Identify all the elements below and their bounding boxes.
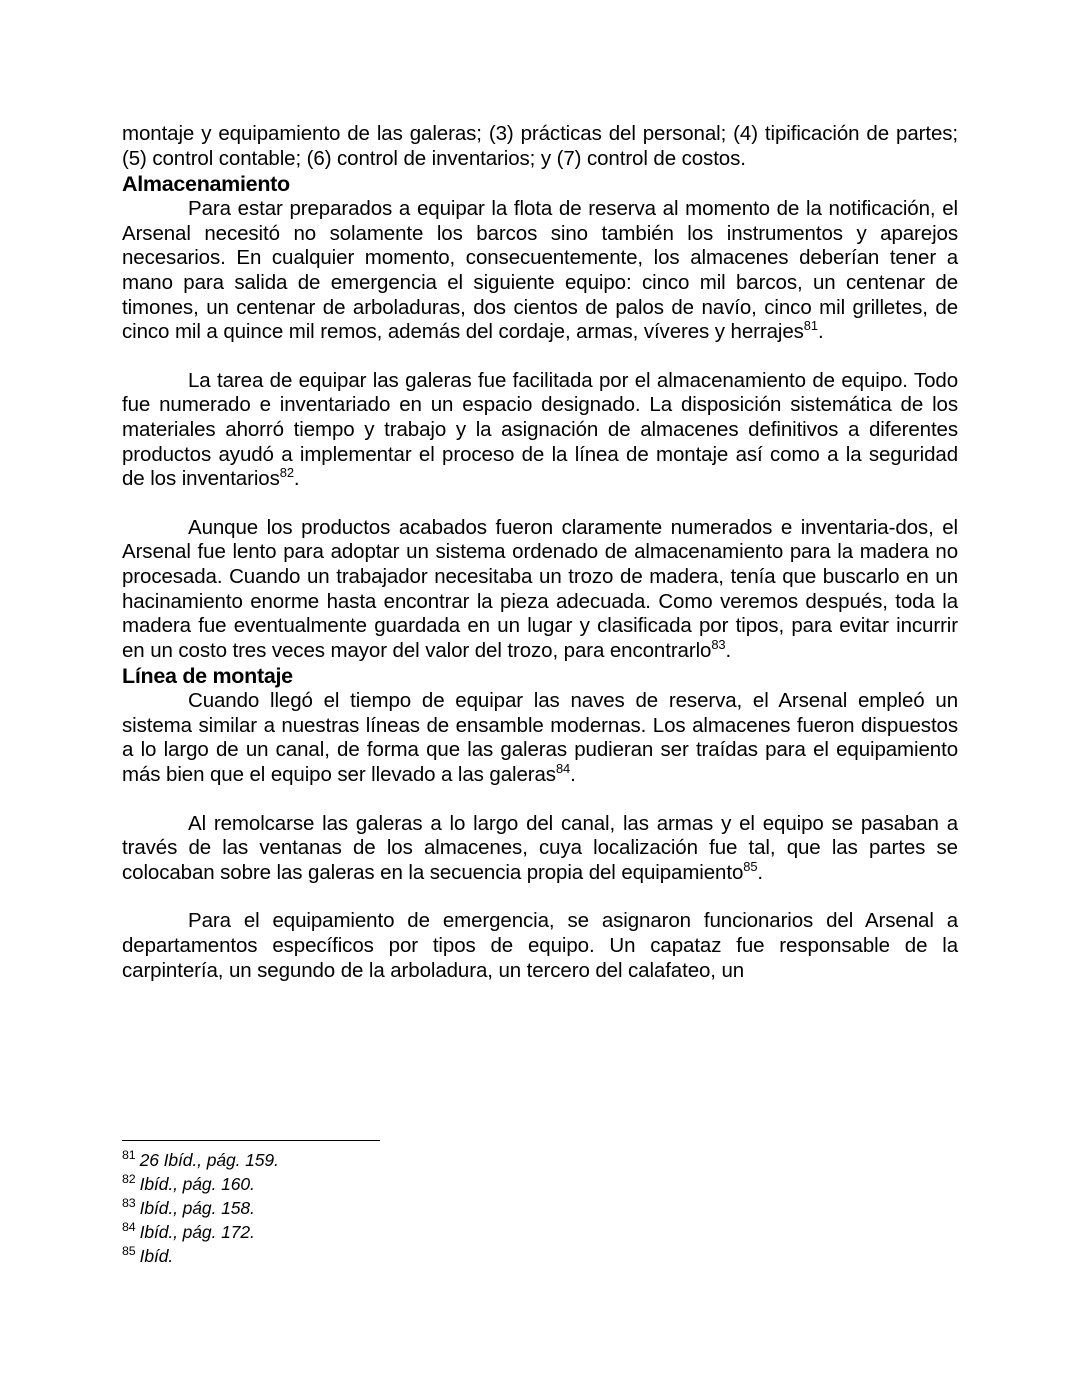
paragraph-text-tail: . xyxy=(570,763,576,787)
paragraph-text: Para el equipamiento de emergencia, se asignaron funcionarios del Arsenal a departamentos específicos por tipos de equipo. Un capataz fue responsable de la carpintería, un segundo de la arboladura, un tercero del calafateo, un xyxy=(122,909,958,982)
paragraph-continued xyxy=(122,122,958,171)
footnote-text: Ibíd., pág. 160. xyxy=(139,1174,255,1194)
footnote-text: Ibíd., pág. 172. xyxy=(139,1222,255,1242)
footnote-section xyxy=(122,1140,958,1268)
page-text-body xyxy=(122,122,958,983)
paragraph-text: montaje y equipamiento de las galeras; (3) prácticas del personal; (4) tipificación de partes; (5) control contable; (6) control de inventarios; y (7) control de costos. xyxy=(122,122,958,170)
footnote-ref-82[interactable]: 82 xyxy=(279,465,294,481)
footnote-item xyxy=(122,1244,958,1268)
paragraph-almacenamiento-1 xyxy=(122,197,958,345)
paragraph-text-tail: . xyxy=(725,638,732,662)
footnote-item xyxy=(122,1196,958,1220)
footnote-list xyxy=(122,1148,958,1268)
paragraph-text-tail: . xyxy=(817,320,824,344)
footnote-separator-rule xyxy=(122,1140,380,1141)
footnote-number: 81 xyxy=(122,1148,136,1163)
footnote-number: 85 xyxy=(122,1244,136,1259)
paragraph-linea-1 xyxy=(122,689,958,787)
paragraph-linea-3 xyxy=(122,909,958,983)
paragraph-text: La tarea de equipar las galeras fue facilitada por el almacenamiento de equipo. Todo fue numerado e inventariado en un espacio designado. La disposición sistemática de los materiales ahorró tiempo y trabajo y la asignación de almacenes definitivos a diferentes productos ayudó a implementar el proceso de la línea de montaje así como a la seguridad de los inventarios xyxy=(122,368,958,491)
paragraph-text: Aunque los productos acabados fueron claramente numerados e inventaria-dos, el Arsenal fue lento para adoptar un sistema ordenado de almacenamiento para la madera no procesada. Cuando un trabajador necesitaba un trozo de madera, tenía que buscarlo en un hacinamiento enorme hasta encontrar la pieza adecuada. Como veremos después, toda la madera fue eventualmente guardada en un lugar y clasificada por tipos, para evitar incurrir en un costo tres veces mayor del valor del trozo, para encontrarlo xyxy=(122,515,958,662)
paragraph-text: Al remolcarse las galeras a lo largo del canal, las armas y el equipo se pasaban a través de las ventanas de los almacenes, cuya localización fue tal, que las partes se colocaban sobre las galeras en la secuencia propia del equipamiento xyxy=(122,811,958,884)
footnote-ref-85[interactable]: 85 xyxy=(743,859,758,875)
footnote-text: Ibíd. xyxy=(139,1246,174,1266)
footnote-ref-81[interactable]: 81 xyxy=(803,318,818,334)
heading-almacenamiento: Almacenamiento xyxy=(122,172,290,197)
footnote-item xyxy=(122,1172,958,1196)
footnote-item xyxy=(122,1148,958,1172)
paragraph-text-tail: . xyxy=(757,860,764,884)
paragraph-text-tail: . xyxy=(293,467,300,491)
footnote-text: 26 Ibíd., pág. 159. xyxy=(139,1150,279,1170)
footnote-ref-84[interactable]: 84 xyxy=(555,761,571,777)
footnote-number: 83 xyxy=(122,1196,136,1211)
footnote-ref-83[interactable]: 83 xyxy=(711,636,726,652)
paragraph-linea-2 xyxy=(122,812,958,886)
footnote-number: 82 xyxy=(122,1172,136,1187)
heading-linea-de-montaje: Línea de montaje xyxy=(122,664,293,689)
paragraph-text: Cuando llegó el tiempo de equipar las naves de reserva, el Arsenal empleó un sistema similar a nuestras líneas de ensamble modernas. Los almacenes fueron dispuestos a lo largo de un canal, de forma que las galeras pudieran ser traídas para el equipamiento más bien que el equipo ser llevado a las galeras xyxy=(122,689,958,787)
paragraph-almacenamiento-2 xyxy=(122,369,958,492)
footnote-item xyxy=(122,1220,958,1244)
paragraph-almacenamiento-3 xyxy=(122,516,958,664)
footnote-text: Ibíd., pág. 158. xyxy=(139,1198,255,1218)
footnote-number: 84 xyxy=(122,1220,136,1235)
paragraph-text: Para estar preparados a equipar la flota de reserva al momento de la notificación, el Arsenal necesitó no solamente los barcos sino también los instrumentos y aparejos necesarios. En cualquier momento, consecuentemente, los almacenes deberían tener a mano para salida de emergencia el siguiente equipo: cinco mil barcos, un centenar de timones, un centenar de arboladuras, dos cientos de palos de navío, cinco mil grilletes, de cinco mil a quince mil remos, además del cordaje, armas, víveres y herrajes xyxy=(122,197,958,344)
